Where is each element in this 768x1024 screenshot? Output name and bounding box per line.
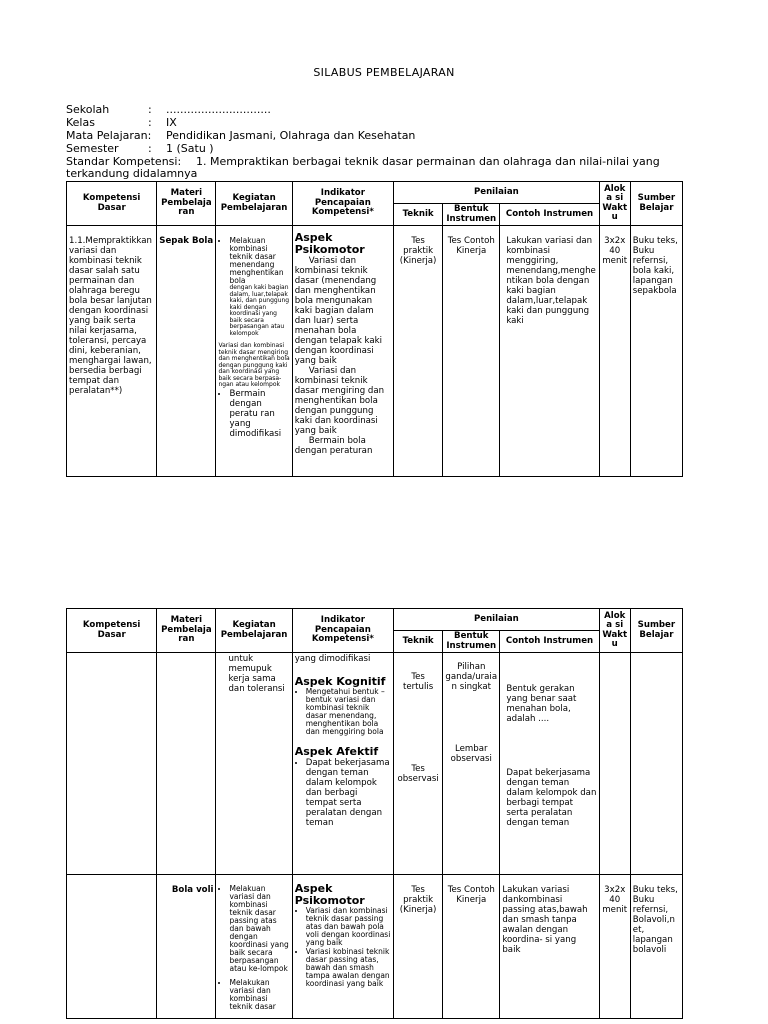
- header-bentuk: Bentuk Instrumen: [443, 204, 500, 226]
- header-bentuk: Bentuk Instrumen: [443, 631, 500, 653]
- aspek-kognitif-heading: Aspek Kognitif: [294, 675, 386, 688]
- header-penilaian: Penilaian: [394, 182, 600, 204]
- indikator-item: • Variasi kobinasi teknik dasar passing atas, bawah dan smash tampa awalan dengan koordinasi yang baik: [306, 948, 391, 988]
- kegiatan-item: Variasi dan kombinasi teknik dasar mengiring dan menghentikan bola dengan punggung kaki dan koordinasi yang baik secara berpasa-ngan atau kelompok: [218, 342, 290, 388]
- aspek-psikomotor-heading: Aspek Psikomotor: [294, 231, 365, 256]
- cell-materi-sepak-bola: Sepak Bola: [157, 226, 216, 477]
- cell-teknik: [394, 653, 443, 875]
- cell-sumber: Buku teks, Buku refernsi, Bolavoli,net, lapangan bolavoli: [630, 875, 682, 1019]
- header-kegiatan: Kegiatan Pembelajaran: [216, 609, 292, 653]
- indikator-continuation: yang dimodifikasi: [294, 654, 371, 664]
- meta-sekolah: Sekolah : ..............................: [66, 103, 271, 116]
- meta-standar-kompetensi-cont: terkandung didalamnya: [66, 167, 198, 180]
- cell-teknik: Tes praktik (Kinerja): [394, 875, 443, 1019]
- header-kegiatan: Kegiatan Pembelajaran: [216, 182, 292, 226]
- cell-bentuk: [443, 653, 500, 875]
- indikator-item: Variasi dan kombinasi teknik dasar (menendang dan menghentikan bola mengunakan kaki bagian dalam dan luar) serta menahan bola dengan telapak kaki dengan koordinasi yang baik: [294, 256, 382, 366]
- header-materi: Materi Pembelaja ran: [157, 609, 216, 653]
- aspek-psikomotor-heading: Aspek Psikomotor: [294, 882, 365, 907]
- cell-indikator: [292, 226, 393, 477]
- meta-kelas: Kelas : IX: [66, 116, 177, 129]
- cell-bentuk: Tes Contoh Kinerja: [443, 226, 500, 477]
- meta-semester: Semester : 1 (Satu ): [66, 142, 214, 155]
- header-penilaian: Penilaian: [394, 609, 600, 631]
- kegiatan-item: • Melakuan kombinasi teknik dasar menendang menghentikan bola: [229, 236, 284, 285]
- kegiatan-item: • Melakuan variasi dan kombinasi teknik dasar passing atas dan bawah dengan koordinasi yang baik secara berpasangan atau ke-lompok: [229, 885, 289, 973]
- cell-kegiatan: [216, 875, 292, 1019]
- kegiatan-item-detail: dengan kaki bagian dalam, luar,telapak kaki, dan punggung kaki dengan koordinasi yang baik secara berpasangan atau kelompok: [229, 284, 290, 337]
- cell-indikator: [292, 875, 393, 1019]
- cell-kompetensi-dasar: 1.1.Mempraktikkan variasi dan kombinasi teknik dasar salah satu permainan dan olahraga beregu bola besar lanjutan dengan koordinasi yang baik serta nilai kerjasama, toleransi, percaya dini, keberanian, menghargai lawan, bersedia berbagi tempat dan peralatan**): [67, 226, 157, 477]
- teknik-observasi: Tes observasi: [397, 764, 439, 784]
- meta-mapel: Mata Pelajaran: Pendidikan Jasmani, Olahraga dan Kesehatan: [66, 129, 416, 142]
- contoh-kognitif: Bentuk gerakan yang benar saat menahan bola, adalah ....: [506, 684, 577, 724]
- cell-kompetensi-dasar: [67, 875, 157, 1019]
- header-teknik: Teknik: [394, 631, 443, 653]
- cell-bentuk: Tes Contoh Kinerja: [443, 875, 500, 1019]
- header-contoh: Contoh Instrumen: [500, 204, 599, 226]
- aspek-afektif-heading: Aspek Afektif: [294, 745, 379, 758]
- contoh-afektif: Dapat bekerjasama dengan teman dalam kelompok dan berbagi tempat serta peralatan dengan teman: [506, 768, 597, 828]
- header-indikator: Indikator Pencapaian Kompetensi*: [292, 182, 393, 226]
- cell-indikator: [292, 653, 393, 875]
- cell-sumber: Buku teks, Buku refernsi, bola kaki, lapangan sepakbola: [630, 226, 682, 477]
- kegiatan-item: • Bermain dengan peratu ran yang dimodifikasi: [229, 389, 289, 439]
- cell-contoh: Lakukan variasi dankombinasi passing atas,bawah dan smash tanpa awalan dengan koordina- si yang baik: [500, 875, 599, 1019]
- kegiatan-item: • Melakukan variasi dan kombinasi teknik dasar: [229, 979, 289, 1011]
- indikator-item: Variasi dan kombinasi teknik dasar mengiring dan menghentikan bola dengan punggung kaki dan koordinasi yang baik: [294, 366, 385, 436]
- header-materi: Materi Pembelaja ran: [157, 182, 216, 226]
- cell-alokasi: 3x2x40 menit: [599, 226, 630, 477]
- bentuk-lembar-observasi: Lembar observasi: [450, 744, 492, 764]
- cell-alokasi: [599, 653, 630, 875]
- cell-teknik: Tes praktik (Kinerja): [394, 226, 443, 477]
- syllabus-table-1: [66, 181, 683, 477]
- cell-contoh: [500, 653, 599, 875]
- indikator-item: • Variasi dan kombinasi teknik dasar passing atas dan bawah pola voli dengan koordinasi yang baik: [306, 907, 391, 947]
- header-sumber: Sumber Belajar: [630, 609, 682, 653]
- header-alokasi: Aloka si Wakt u: [599, 609, 630, 653]
- header-kompetensi-dasar: Kompetensi Dasar: [67, 182, 157, 226]
- header-kompetensi-dasar: Kompetensi Dasar: [67, 609, 157, 653]
- header-alokasi: Aloka si Wakt u: [599, 182, 630, 226]
- header-indikator: Indikator Pencapaian Kompetensi*: [292, 609, 393, 653]
- cell-materi-bola-voli: Bola voli: [157, 875, 216, 1019]
- indikator-item: • Dapat bekerjasama dengan teman dalam kelompok dan berbagi tempat serta peralatan dengan teman: [306, 758, 391, 828]
- cell-kegiatan: [216, 653, 292, 875]
- cell-alokasi: 3x2x40 menit: [599, 875, 630, 1019]
- kegiatan-continuation: untuk memupuk kerja sama dan toleransi: [228, 654, 285, 694]
- header-contoh: Contoh Instrumen: [500, 631, 599, 653]
- meta-standar-kompetensi: Standar Kompetensi: 1. Mempraktikan berbagai teknik dasar permainan dan olahraga dan nilai-nilai yang: [66, 155, 660, 168]
- cell-kompetensi-dasar: [67, 653, 157, 875]
- cell-sumber: [630, 653, 682, 875]
- teknik-tertulis: Tes tertulis: [402, 672, 434, 692]
- cell-materi: [157, 653, 216, 875]
- indikator-item: Bermain bola dengan peraturan: [294, 436, 373, 456]
- syllabus-table-2: [66, 608, 683, 1019]
- header-teknik: Teknik: [394, 204, 443, 226]
- cell-kegiatan: [216, 226, 292, 477]
- cell-contoh: Lakukan variasi dan kombinasi menggiring, menendang,menghentikan bola dengan kaki bagian dalam,luar,telapak kaki dan punggung kaki: [500, 226, 599, 477]
- header-sumber: Sumber Belajar: [630, 182, 682, 226]
- bentuk-pilihan-ganda: Pilihan ganda/uraian singkat: [445, 662, 498, 692]
- indikator-item: • Mengetahui bentuk –bentuk variasi dan kombinasi teknik dasar menendang, menghentikan bola dan menggiring bola: [306, 688, 391, 736]
- document-title: SILABUS PEMBELAJARAN: [313, 66, 455, 79]
